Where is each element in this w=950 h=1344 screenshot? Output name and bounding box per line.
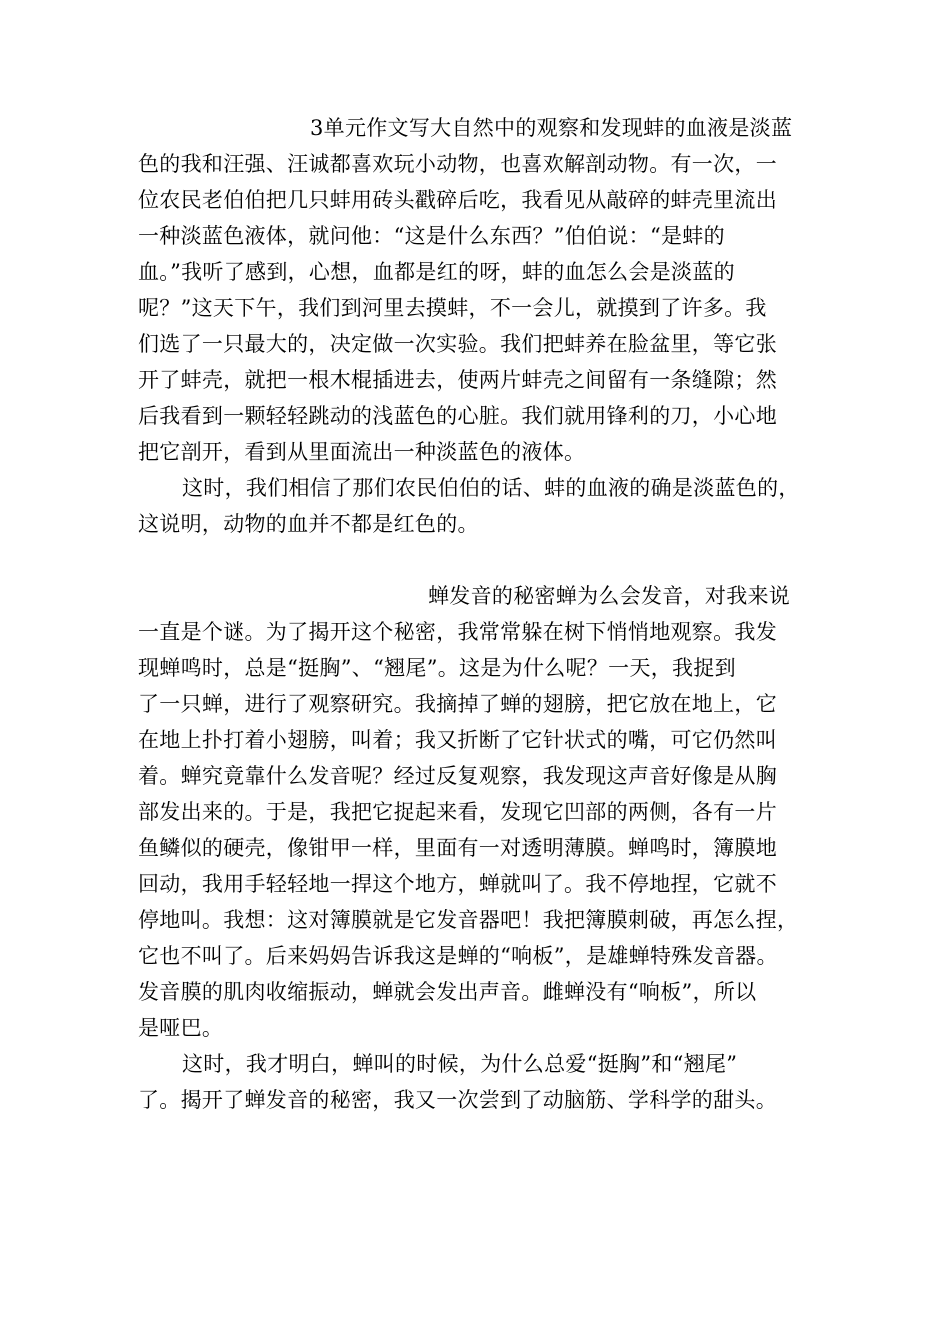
essay-1-conclusion-line: 这时，我们相信了那们农民伯伯的话、蚌的血液的确是淡蓝色的， — [182, 476, 800, 500]
essay-2-line: 了。揭开了蝉发音的秘密，我又一次尝到了动脑筋、学科学的甜头。 — [138, 1088, 777, 1112]
essay-1-line: 呢？”这天下午，我们到河里去摸蚌，不一会儿，就摸到了许多。我 — [138, 296, 767, 320]
essay-2-line: 它也不叫了。后来妈妈告诉我这是蝉的“响板”，是雄蝉特殊发音器。 — [138, 944, 778, 968]
essay-2-line: 回动，我用手轻轻地一捍这个地方，蝉就叫了。我不停地捏，它就不 — [138, 872, 777, 896]
essay-2-line: 在地上扑打着小翅膀，叫着；我又折断了它针状式的嘴，可它仍然叫 — [138, 728, 777, 752]
essay-2-line: 部发出来的。于是，我把它捉起来看，发现它凹部的两侧，各有一片 — [138, 800, 777, 824]
essay-2-title-line: 蝉发音的秘密蝉为么会发音，对我来说 — [428, 584, 791, 608]
essay-1-line: 这说明，动物的血并不都是红色的。 — [138, 512, 479, 536]
essay-2-line: 现蝉鸣时，总是“挺胸”、“翘尾”。这是为什么呢？一天，我捉到 — [138, 656, 736, 680]
essay-2-conclusion-line: 这时，我才明白，蝉叫的时候，为什么总爱“挺胸”和“翘尾” — [182, 1052, 738, 1076]
essay-1-line: 色的我和汪强、汪诚都喜欢玩小动物，也喜欢解剖动物。有一次，一 — [138, 152, 777, 176]
essay-2-line: 停地叫。我想：这对簿膜就是它发音器吧！我把簿膜刺破，再怎么捏， — [138, 908, 799, 932]
essay-1-line: 开了蚌壳，就把一根木棍插进去，使两片蚌壳之间留有一条缝隙；然 — [138, 368, 777, 392]
essay-1-line: 后我看到一颗轻轻跳动的浅蓝色的心脏。我们就用锋利的刀，小心地 — [138, 404, 777, 428]
essay-1-line: 位农民老伯伯把几只蚌用砖头戳碎后吃，我看见从敲碎的蚌壳里流出 — [138, 188, 777, 212]
essay-2-line: 发音膜的肌肉收缩振动，蝉就会发出声音。雌蝉没有“响板”，所以 — [138, 980, 757, 1004]
essay-2-line: 鱼鳞似的硬壳，像钳甲一样，里面有一对透明薄膜。蝉鸣时，簿膜地 — [138, 836, 777, 860]
essay-2-line: 一直是个谜。为了揭开这个秘密，我常常躲在树下悄悄地观察。我发 — [138, 620, 777, 644]
essay-1-line: 一种淡蓝色液体，就问他：“这是什么东西？”伯伯说：“是蚌的 — [138, 224, 725, 248]
essay-2-line: 着。蝉究竟靠什么发音呢？经过反复观察，我发现这声音好像是从胸 — [138, 764, 777, 788]
essay-1-title-line: 3单元作文写大自然中的观察和发现蚌的血液是淡蓝 — [310, 116, 793, 140]
essay-1-line: 血。”我听了感到，心想，血都是红的呀，蚌的血怎么会是淡蓝的 — [138, 260, 735, 284]
essay-1-line: 们选了一只最大的，决定做一次实验。我们把蚌养在脸盆里，等它张 — [138, 332, 777, 356]
essay-2-line: 是哑巴。 — [138, 1016, 224, 1040]
essay-2-line: 了一只蝉，进行了观察研究。我摘掉了蝉的翅膀，把它放在地上，它 — [138, 692, 777, 716]
essay-1-line: 把它剖开，看到从里面流出一种淡蓝色的液体。 — [138, 440, 586, 464]
